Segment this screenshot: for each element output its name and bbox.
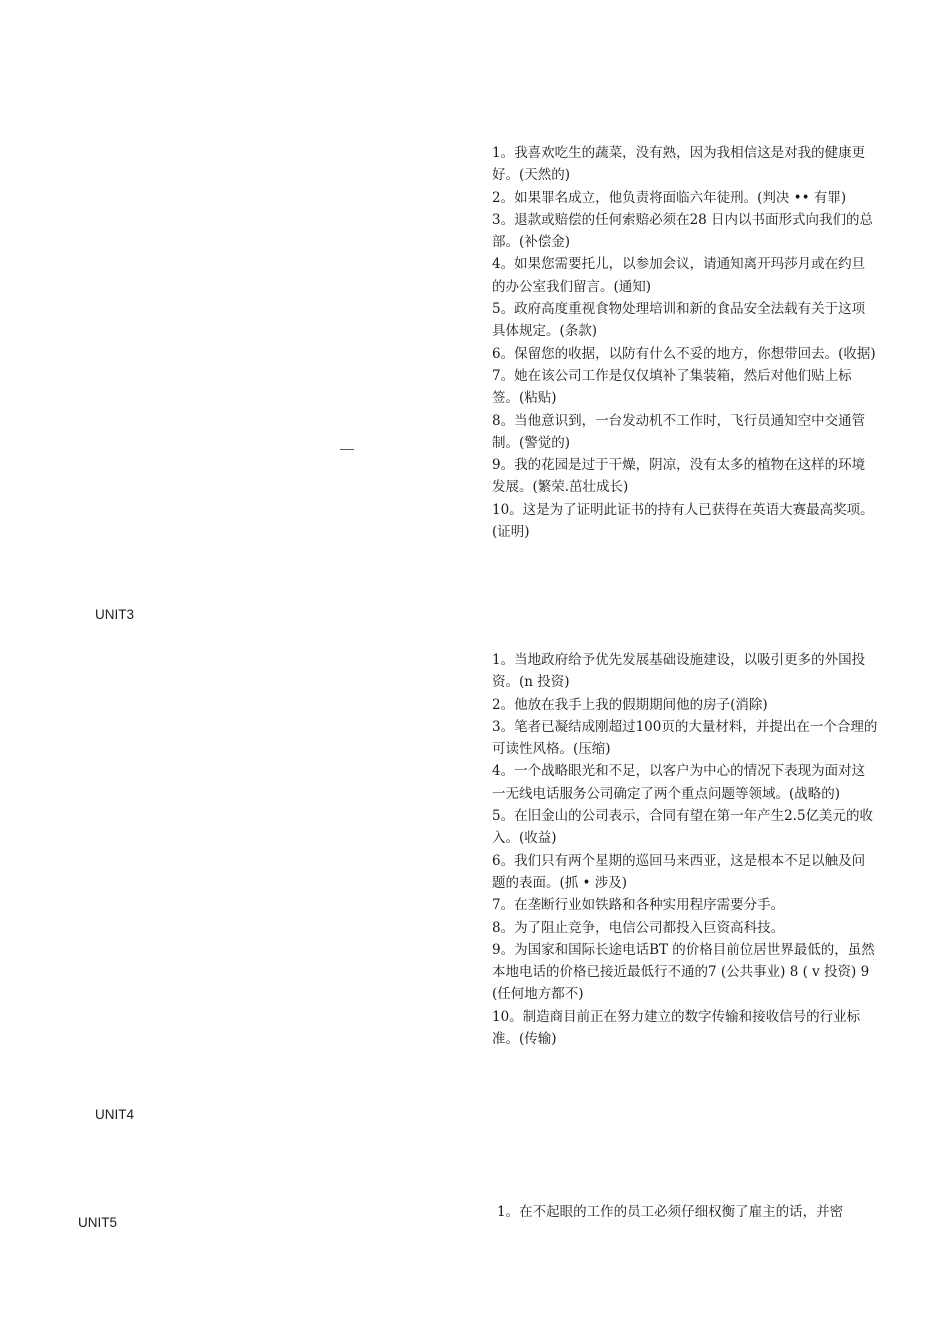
list-item: 7。她在该公司工作是仅仅填补了集装箱，然后对他们贴上标签。(粘贴) [492, 367, 852, 407]
list-item: 1。在不起眼的工作的员工必须仔细权衡了雇主的话，并密 [497, 1204, 844, 1220]
unit5-sentence-list [497, 1201, 883, 1223]
list-item: 7。在垄断行业如铁路和各种实用程序需要分手。 [492, 897, 785, 914]
list-item: 2。如果罪名成立，他负责将面临六年徒刑。(判决 •• 有罪) [492, 189, 847, 206]
list-item: 8。为了阻止竞争，电信公司都投入巨资高科技。 [492, 919, 785, 936]
unit2-sentence-list [492, 142, 878, 543]
list-item: 8。当他意识到，一台发动机不工作时，飞行员通知空中交通管制。(警觉的) [492, 412, 866, 451]
list-item: 2。他放在我手上我的假期期间他的房子(消除) [492, 696, 768, 713]
unit3-sentence-list [492, 649, 878, 1050]
list-item: 1。当地政府给予优先发展基础设施建设，以吸引更多的外国投资。(n 投资) [492, 652, 866, 691]
list-item: 3。笔者已凝结成刚超过100页的大量材料，并提出在一个合理的可读性风格。(压缩) [492, 718, 878, 758]
list-item: 5。政府高度重视食物处理培训和新的食品安全法载有关于这项具体规定。(条款) [492, 301, 866, 340]
list-item: 10。这是为了证明此证书的持有人已获得在英语大赛最高奖项。(证明) [492, 501, 874, 541]
list-item: 9。为国家和国际长途电话BT 的价格目前位居世界最低的，虽然本地电话的价格已接近最低行不通的7 (公共事业) 8 ( v 投资) 9 (任何地方都不) [492, 941, 875, 1003]
list-item: 6。保留您的收据，以防有什么不妥的地方，你想带回去。(收据) [492, 345, 876, 362]
list-item: 6。我们只有两个星期的巡回马来西亚，这是根本不足以触及问题的表面。(抓 • 涉及) [492, 852, 866, 891]
divider-mark [340, 449, 354, 450]
list-item: 1。我喜欢吃生的蔬菜，没有熟，因为我相信这是对我的健康更好。(天然的) [492, 145, 866, 184]
unit4-heading: UNIT4 [95, 1107, 135, 1122]
list-item: 4。如果您需要托儿，以参加会议，请通知离开玛莎月或在约旦的办公室我们留言。(通知) [492, 256, 866, 295]
list-item: 5。在旧金山的公司表示，合同有望在第一年产生2.5亿美元的收入。(收益) [492, 808, 874, 847]
list-item: 4。一个战略眼光和不足，以客户为中心的情况下表现为面对这一无线电话服务公司确定了两个重点问题等领域。(战略的) [492, 763, 866, 802]
list-item: 3。退款或赔偿的任何索赔必须在28 日内以书面形式向我们的总部。(补偿金) [492, 211, 874, 251]
list-item: 10。制造商目前正在努力建立的数字传输和接收信号的行业标准。(传输) [492, 1008, 861, 1048]
list-item: 9。我的花园是过于干燥，阴凉，没有太多的植物在这样的环境发展。(繁荣.茁壮成长) [492, 457, 866, 496]
unit3-heading: UNIT3 [95, 607, 135, 622]
unit5-heading: UNIT5 [78, 1215, 118, 1230]
